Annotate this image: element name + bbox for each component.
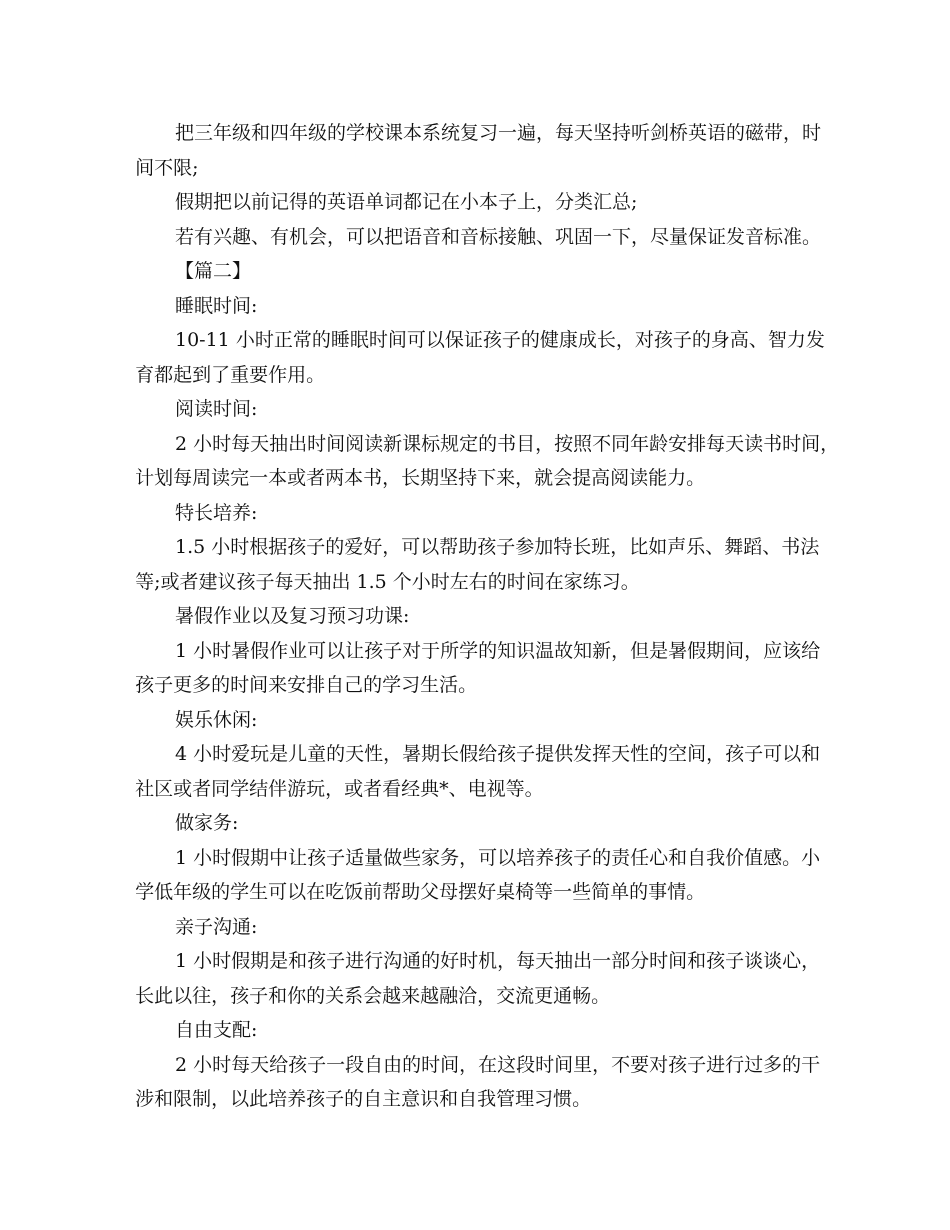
paragraph-line: 1 小时假期是和孩子进行沟通的好时机，每天抽出一部分时间和孩子谈谈心， [175, 950, 821, 972]
paragraph-line: 自由支配: [175, 1019, 258, 1041]
paragraph [135, 530, 820, 599]
paragraph-continuation-line: 社区或者同学结伴游玩，或者看经典*、电视等。 [135, 777, 544, 800]
paragraph-line: 把三年级和四年级的学校课本系统复习一遍，每天坚持听剑桥英语的磁带，时 [175, 122, 822, 144]
paragraph-line: 【篇二】 [175, 260, 252, 282]
paragraph [175, 289, 815, 324]
paragraph-line: 2 小时每天抽出时间阅读新课标规定的书目，按照不同年龄安排每天读书时间， [175, 432, 840, 455]
paragraph-line: 假期把以前记得的英语单词都记在小本子上，分类汇总; [175, 191, 638, 213]
paragraph-continuation-line: 计划每周读完一本或者两本书，长期坚持下来，就会提高阅读能力。 [135, 467, 706, 489]
paragraph-continuation-line: 等;或者建议孩子每天抽出 1.5 个小时左右的时间在家练习。 [135, 570, 640, 593]
paragraph [135, 634, 821, 703]
paragraph-line: 暑假作业以及复习预习功课: [175, 605, 410, 627]
paragraph [135, 427, 840, 496]
paragraph [135, 737, 821, 806]
paragraph [175, 496, 815, 531]
paragraph [175, 910, 815, 945]
paragraph-line: 4 小时爱玩是儿童的天性，暑期长假给孩子提供发挥天性的空间，孩子可以和 [175, 743, 821, 765]
paragraph-line: 娱乐休闲: [175, 708, 258, 731]
document-body [135, 116, 840, 1117]
paragraph [175, 599, 815, 634]
paragraph [175, 806, 815, 841]
paragraph [135, 323, 825, 392]
paragraph-continuation-line: 涉和限制，以此培养孩子的自主意识和自我管理习惯。 [135, 1088, 592, 1110]
paragraph [175, 254, 815, 289]
paragraph [175, 703, 815, 738]
paragraph-line: 1 小时暑假作业可以让孩子对于所学的知识温故知新，但是暑假期间，应该给 [175, 639, 821, 662]
paragraph-continuation-line: 长此以往，孩子和你的关系会越来越融洽，交流更通畅。 [135, 984, 611, 1007]
paragraph-continuation-line: 学低年级的学生可以在吃饭前帮助父母摆好桌椅等一些简单的事情。 [135, 881, 706, 903]
paragraph-line: 2 小时每天给孩子一段自由的时间，在这段时间里，不要对孩子进行过多的干 [175, 1053, 821, 1076]
paragraph-line: 1.5 小时根据孩子的爱好，可以帮助孩子参加特长班，比如声乐、舞蹈、书法 [175, 536, 820, 558]
paragraph-line: 睡眠时间: [175, 294, 258, 317]
paragraph [135, 944, 821, 1013]
paragraph-continuation-line: 间不限; [135, 156, 199, 179]
paragraph-line: 阅读时间: [175, 398, 258, 420]
paragraph [175, 220, 822, 255]
paragraph-continuation-line: 育都起到了重要作用。 [135, 363, 326, 386]
paragraph [175, 1013, 815, 1048]
paragraph-line: 1 小时假期中让孩子适量做些家务，可以培养孩子的责任心和自我价值感。小 [175, 846, 821, 869]
paragraph [135, 1048, 821, 1117]
paragraph-line: 若有兴趣、有机会，可以把语音和音标接触、巩固一下，尽量保证发音标准。 [175, 225, 822, 248]
paragraph [135, 841, 821, 910]
paragraph-line: 亲子沟通: [175, 915, 258, 938]
paragraph-line: 10-11 小时正常的睡眠时间可以保证孩子的健康成长，对孩子的身高、智力发 [175, 329, 825, 351]
paragraph [175, 185, 815, 220]
paragraph-line: 做家务: [175, 812, 239, 834]
paragraph-continuation-line: 孩子更多的时间来安排自己的学习生活。 [135, 674, 478, 696]
paragraph [135, 116, 822, 185]
paragraph [175, 392, 815, 427]
paragraph-line: 特长培养: [175, 501, 258, 524]
